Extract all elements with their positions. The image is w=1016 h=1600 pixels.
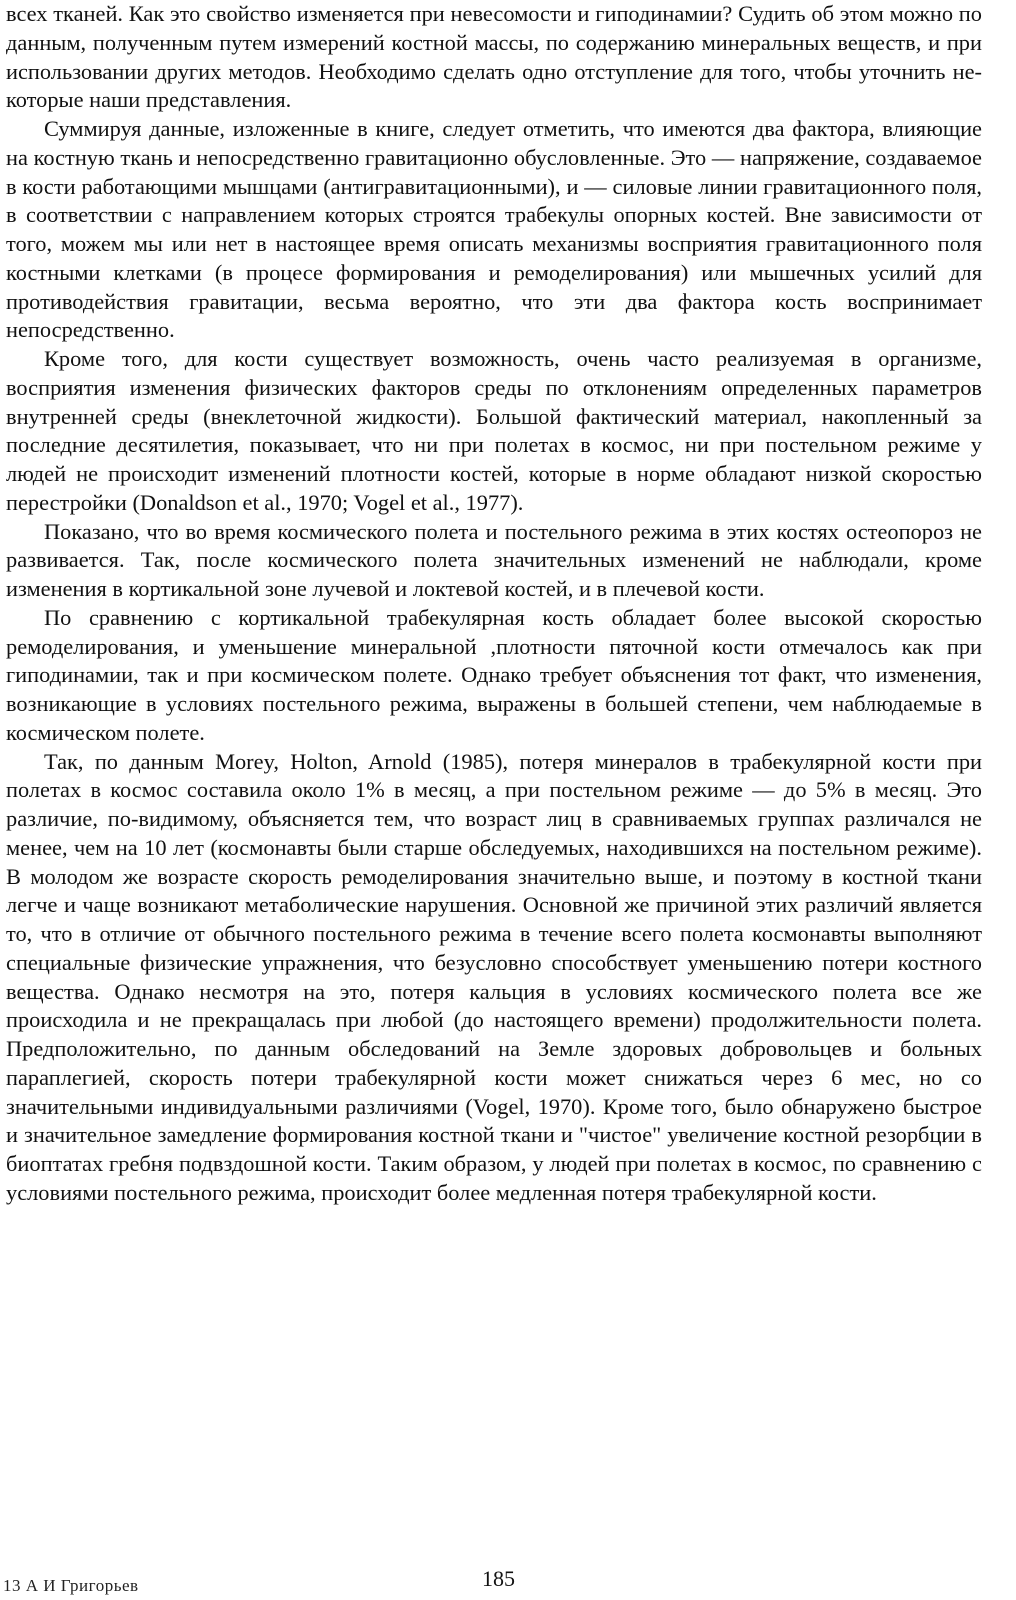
paragraph-6: Так, по данным Morey, Holton, Arnold (1985), потеря минералов в трабекулярной кости при полетах в космос составила около 1% в месяц, а при постельном режиме — до 5% в месяц. Это различие, по-видимому, объясняется тем, что возраст лиц в сравниваемых группах различался не менее, чем на 10 лет (космонавты были старше обследуемых, находившихся на постельном режиме). В молодом же возрасте скорость ремоделирования значительно выше, и поэтому в костной ткани легче и чаще возникают метаболические нарушения. Основной же причиной этих различий является то, что в отличие от обычного постельного режима в течение всего полета космонавты выполняют специальные физические упражнения, что безусловно способствует уменьшению потери костного вещества. Однако несмотря на это, потеря кальция в условиях космического полета все же происходила и не прекращалась при любой (до настоящего времени) продолжительности полета. Предположительно, по данным обследований на Земле здоровых добровольцев и больных параплегией, скорость потери трабекулярной кости может снижаться через 6 мес, но со значительными индивидуальными различиями (Vogel, 1970). Кроме того, было обнаружено быстрое и значительное замедление формирования костной ткани и "чистое" увеличение костной резорбции в биоптатах гребня подвздошной кости. Таким образом, у людей при полетах в космос, по сравнению с условиями постельного режима, происходит более медленная потеря трабекулярной кости. xyxy=(6,748,982,1205)
page-footer xyxy=(0,1566,1016,1596)
printer-signature: 13 А И Григорьев xyxy=(3,1576,139,1595)
page-body xyxy=(6,0,982,1208)
paragraph-2: Суммируя данные, изложенные в книге, следует отметить, что имеются два фактора, влияющие на костную ткань и непосредственно гравитационно обусловленные. Это — напряжение, создаваемое в кости работающими мышцами (антигравитационными), и — силовые линии гравитационного поля, в соответствии с направлением которых строятся трабекулы опорных костей. Вне зависимости от того, можем мы или нет в настоящее время описать механизмы восприятия гравитационного поля костными клетками (в процесе формирования и ремоделирования) или мышечных усилий для противодействия гравитации, весьма вероятно, что эти два фактора кость воспринимает непосредственно. xyxy=(6,116,982,343)
paragraph-5: По сравнению с кортикальной трабекулярная кость обладает более высокой скоростью ремоделирования, и уменьшение минеральной ,плотности пяточной кости отмечалось как при гиподинамии, так и при космическом полете. Однако требует объяснения тот факт, что изменения, возникающие в условиях постельного режима, выражены в большей степени, чем наблюдаемые в космическом полете. xyxy=(6,604,982,745)
paragraph-4: Показано, что во время космического полета и постельного режима в этих костях остеопороз не развивается. Так, после космического полета значительных изменений не наблюдали, кроме изменения в кортикальной зоне лучевой и локтевой костей, и в плечевой кости. xyxy=(6,518,982,601)
paragraph-1: всех тканей. Как это свойство изменяется при невесомости и гиподинамии? Судить об этом можно по данным, полученным путем измерений костной массы, по содержанию минеральных веществ, и при использовании других методов. Необходимо сделать одно отступление для того, чтобы уточнить некоторые наши представления. xyxy=(6,1,982,113)
page-number: 185 xyxy=(482,1566,515,1591)
paragraph-3: Кроме того, для кости существует возможность, очень часто реализуемая в организме, восприятия изменения физических факторов среды по отклонениям определенных параметров внутренней среды (внеклеточной жидкости). Большой фактический материал, накопленный за последние десятилетия, показывает, что ни при полетах в космос, ни при постельном режиме у людей не происходит изменений плотности костей, которые в норме обладают низкой скоростью перестройки (Donaldson et al., 1970; Vogel et al., 1977). xyxy=(6,346,982,515)
